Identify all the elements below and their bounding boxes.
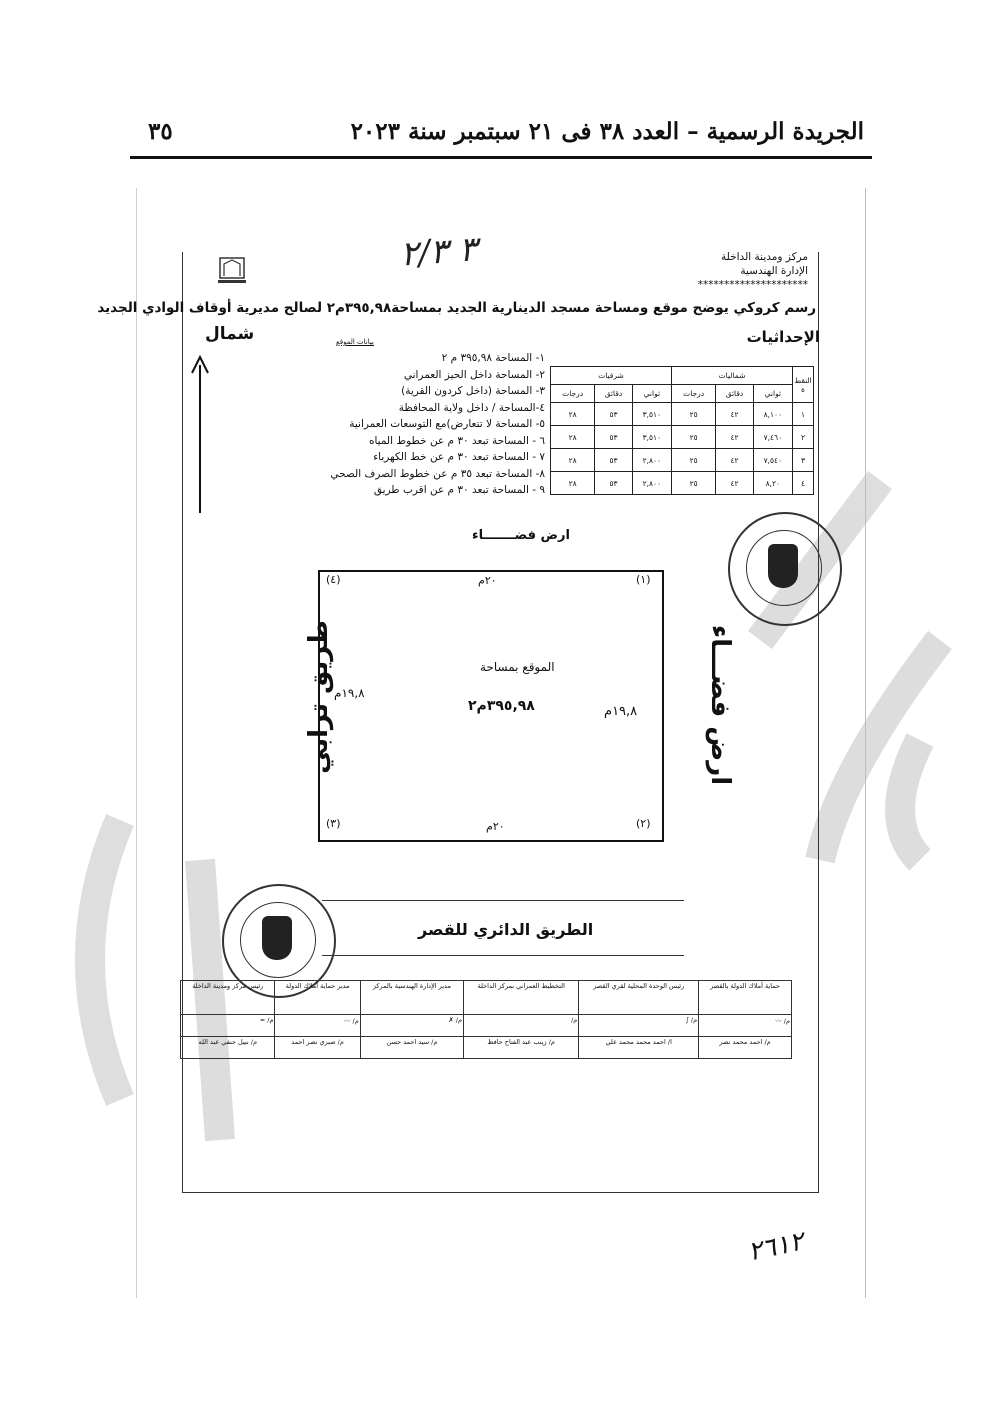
gazette-title: الجريدة الرسمية – العدد ٣٨ فى ٢١ سبتمبر سنة ٢٠٢٣ — [350, 118, 864, 145]
ring-road-label: الطريق الدائري للقصر — [418, 920, 594, 939]
signature-prefix: م/ — [690, 1016, 698, 1024]
signatory-title: التخطيط العمراني بمركز الداخلة — [464, 981, 579, 1015]
table-cell: ٢,٨٠٠ — [632, 472, 671, 495]
east-group-header: شرقيات — [551, 367, 672, 385]
corner-3-label: (٣) — [326, 817, 341, 830]
site-data-item: ٥- المساحة لا تتعارض)مع التوسعات العمرانية — [349, 418, 545, 430]
site-data-item: ١- المساحة ٣٩٥,٩٨ م ٢ — [441, 352, 545, 364]
site-data-item: ٩ - المساحة تبعد ٣٠ م عن اقرب طريق — [373, 484, 545, 496]
org-line-1: مركز ومدينة الداخلة — [721, 251, 808, 263]
sub-header: دقائق — [595, 385, 632, 403]
north-group-header: شماليات — [672, 367, 793, 385]
site-data-title: بيانات الموقع — [336, 338, 374, 346]
signature-cell — [275, 1015, 360, 1037]
table-cell: ٢٨ — [551, 426, 595, 449]
table-cell: ٥٣ — [595, 449, 632, 472]
table-cell: ٤٢ — [716, 472, 753, 495]
site-label: الموقع بمساحة — [480, 660, 555, 674]
site-data-item: ٨- المساحة تبعد ٣٥ م عن خطوط الصرف الصحي — [330, 467, 545, 480]
table-cell: ٢٨ — [551, 403, 595, 426]
table-cell: ٢,٨٠٠ — [632, 449, 671, 472]
table-cell: ١ — [793, 403, 814, 426]
table-cell: ٢ — [793, 426, 814, 449]
signature-prefix: م/ — [571, 1016, 578, 1024]
sub-header: ثواني — [632, 385, 671, 403]
coordinates-table — [550, 366, 814, 495]
table-cell: ٢٥ — [672, 426, 716, 449]
handwritten-footer-number: ٢٦١٢ — [745, 1226, 807, 1268]
signatory-title: رئيس الوحدة المحلية لقري القصر — [579, 981, 699, 1015]
signature-cell — [360, 1015, 463, 1037]
signature-prefix: م/ — [352, 1017, 359, 1025]
table-cell: ٣,٥١٠ — [632, 426, 671, 449]
dirt-road-label: طريق ترابي — [303, 620, 334, 774]
bottom-dimension: ٢٠م — [486, 820, 505, 833]
signatory-title: مدير حماية أملاك الدولة — [275, 981, 360, 1015]
corner-4-label: (٤) — [326, 573, 341, 586]
site-data-item: ٤-المساحة / داخل ولاية المحافظة — [398, 401, 545, 414]
signatory-title: رئيس مركز ومدينة الداخلة — [181, 981, 275, 1015]
table-cell: ٥٣ — [595, 426, 632, 449]
handwritten-signature-icon: 〰 — [775, 1017, 782, 1025]
signature-cell — [181, 1015, 275, 1037]
signatory-title: مدير الإدارة الهندسية بالمركز — [360, 981, 463, 1015]
open-land-north-label: ارض فضـــــــاء — [472, 528, 570, 543]
table-cell: ٣ — [793, 449, 814, 472]
signatory-name: م/ سيد احمد حسن — [360, 1037, 463, 1059]
table-cell: ٢٨ — [551, 449, 595, 472]
top-dimension: ٢٠م — [478, 574, 497, 587]
signatory-title: حماية أملاك الدولة بالقصر — [699, 981, 792, 1015]
road-line-bottom — [322, 955, 684, 956]
signatory-name: م/ صبري نصر احمد — [275, 1037, 360, 1059]
signatory-name: م/ احمد محمد نصر — [699, 1037, 792, 1059]
table-cell: ٤٢ — [716, 403, 753, 426]
right-dimension: ١٩,٨م — [604, 704, 638, 719]
table-cell: ٨,٢٠ — [753, 472, 792, 495]
table-cell: ٧,٥٤٠ — [753, 449, 792, 472]
page-number: ٣٥ — [148, 118, 173, 145]
table-cell: ٢٨ — [551, 472, 595, 495]
site-data-item: ٧ - المساحة تبعد ٣٠ م عن خط الكهرباء — [373, 451, 545, 463]
table-cell: ٤٢ — [716, 449, 753, 472]
site-area: ٣٩٥,٩٨م٢ — [468, 698, 535, 714]
site-data-item: ٢- المساحة داخل الحيز العمراني — [403, 368, 545, 381]
table-cell: ٥٣ — [595, 472, 632, 495]
handwritten-signature-icon: ≈ — [259, 1016, 266, 1024]
site-data-item: ٣- المساحة (داخل كردون القرية) — [401, 385, 545, 397]
sub-header: درجات — [672, 385, 716, 403]
signature-prefix: م/ — [455, 1016, 463, 1024]
north-label: شمال — [205, 324, 255, 344]
col-point-header: النقط ة — [793, 367, 814, 403]
table-row — [551, 403, 814, 426]
sub-header: درجات — [551, 385, 595, 403]
corner-1-label: (١) — [636, 573, 651, 586]
official-seal — [728, 512, 842, 626]
table-cell: ٢٥ — [672, 472, 716, 495]
eagle-emblem-icon — [262, 916, 292, 960]
handwritten-signature-icon: 〰 — [343, 1017, 351, 1025]
signature-cell — [699, 1015, 792, 1037]
table-row — [551, 449, 814, 472]
table-cell: ٢٥ — [672, 403, 716, 426]
org-line-2: الإدارة الهندسية — [740, 265, 808, 277]
signatory-name: م/ زينب عبد الفتاح حافظ — [464, 1037, 579, 1059]
signatures-table — [180, 980, 792, 1059]
table-cell: ٤٢ — [716, 426, 753, 449]
eagle-emblem-icon — [768, 544, 798, 588]
sub-header: دقائق — [716, 385, 753, 403]
road-line-top — [322, 900, 684, 901]
signature-cell — [464, 1015, 579, 1037]
table-row — [551, 472, 814, 495]
site-data-item: ٦ - المساحة تبعد ٣٠ م عن خطوط المياه — [368, 434, 545, 447]
org-line-3: ********************* — [697, 279, 808, 291]
table-cell: ٥٣ — [595, 403, 632, 426]
north-arrow-icon — [190, 355, 210, 515]
signature-prefix: م/ — [267, 1016, 274, 1024]
org-logo-icon — [216, 256, 250, 286]
site-data-list — [290, 350, 545, 499]
sub-header: ثواني — [753, 385, 792, 403]
handwritten-number: ٣ ٢/٣ — [398, 229, 479, 275]
signatory-name: ا/ احمد محمد محمد علي — [579, 1037, 699, 1059]
signatory-name: م/ نبيل حنفي عبد الله — [181, 1037, 275, 1059]
table-row — [551, 426, 814, 449]
open-land-east-label: ارض فضـــاء — [705, 624, 736, 786]
handwritten-signature-icon: ∫ — [685, 1016, 689, 1024]
table-cell: ٢٥ — [672, 449, 716, 472]
handwritten-signature-icon: ✗ — [448, 1016, 454, 1024]
coordinates-heading: الإحداثيات — [746, 328, 820, 346]
table-cell: ٨,١٠٠ — [753, 403, 792, 426]
document-title: رسم كروكي يوضح موقع ومساحة مسجد الدينارية الجديد بمساحة٣٩٥,٩٨م٢ لصالح مديرية أوقاف الوادي الجديد — [97, 300, 816, 316]
signature-prefix: م/ — [783, 1017, 790, 1025]
corner-2-label: (٢) — [636, 817, 651, 830]
table-cell: ٤ — [793, 472, 814, 495]
issuing-authority — [698, 250, 808, 292]
left-dimension: ١٩,٨م — [334, 686, 365, 700]
signature-cell — [579, 1015, 699, 1037]
table-cell: ٣,٥١٠ — [632, 403, 671, 426]
table-cell: ٧,٤٦٠ — [753, 426, 792, 449]
